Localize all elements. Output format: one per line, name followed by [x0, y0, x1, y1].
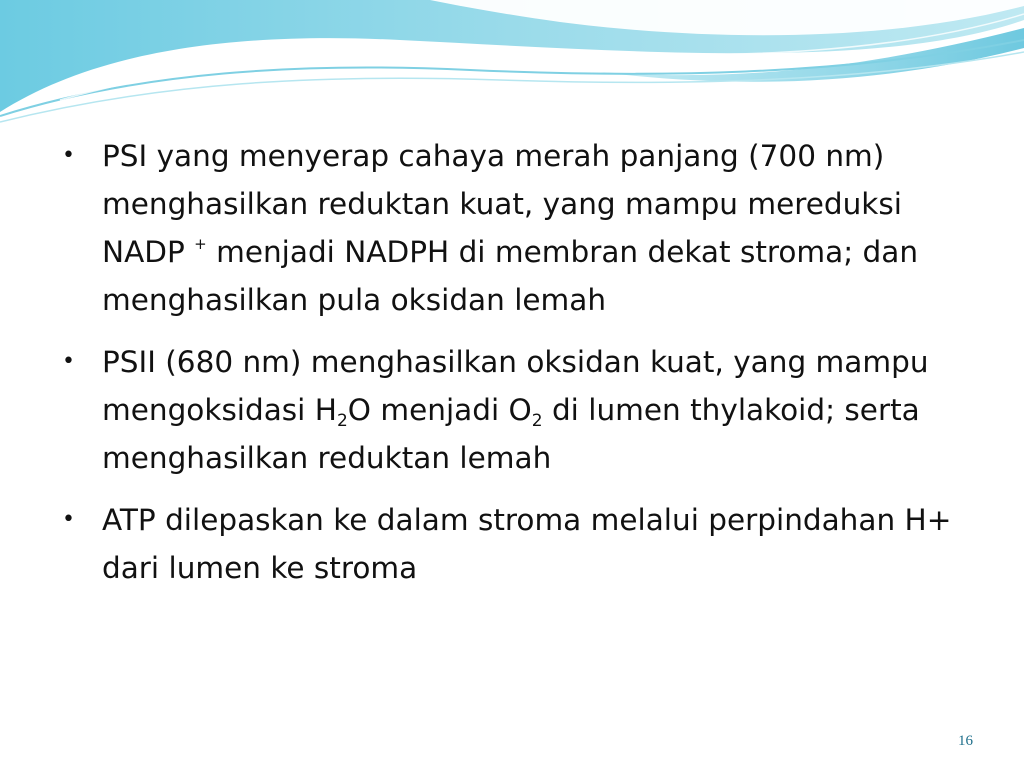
bullet-item-atp: [62, 496, 992, 592]
bullet-marker: •: [62, 507, 75, 532]
bullet-marker: •: [62, 349, 75, 374]
page-number: 16: [958, 733, 973, 749]
bullet-text-psii: PSII (680 nm) menghasilkan oksidan kuat, yang mampu mengoksidasi $H_2O$ menjadi $O_2$ di lumen thylakoid; serta menghasilkan reduktan lemah: [102, 345, 929, 475]
bullet-text-atp: ATP dilepaskan ke dalam stroma melalui perpindahan H+ dari lumen ke stroma: [102, 503, 952, 585]
bullet-item-psi: [62, 132, 992, 324]
bullet-text-psi: PSI yang menyerap cahaya merah panjang (700 nm) menghasilkan reduktan kuat, yang mampu mereduksi NADP + menjadi NADPH di membran dekat stroma; dan menghasilkan pula oksidan lemah: [102, 139, 919, 317]
bullet-marker: •: [62, 143, 75, 168]
bullet-item-psii: [62, 338, 992, 482]
bullet-list: [62, 132, 992, 606]
header-wave-decoration: [0, 0, 1024, 130]
